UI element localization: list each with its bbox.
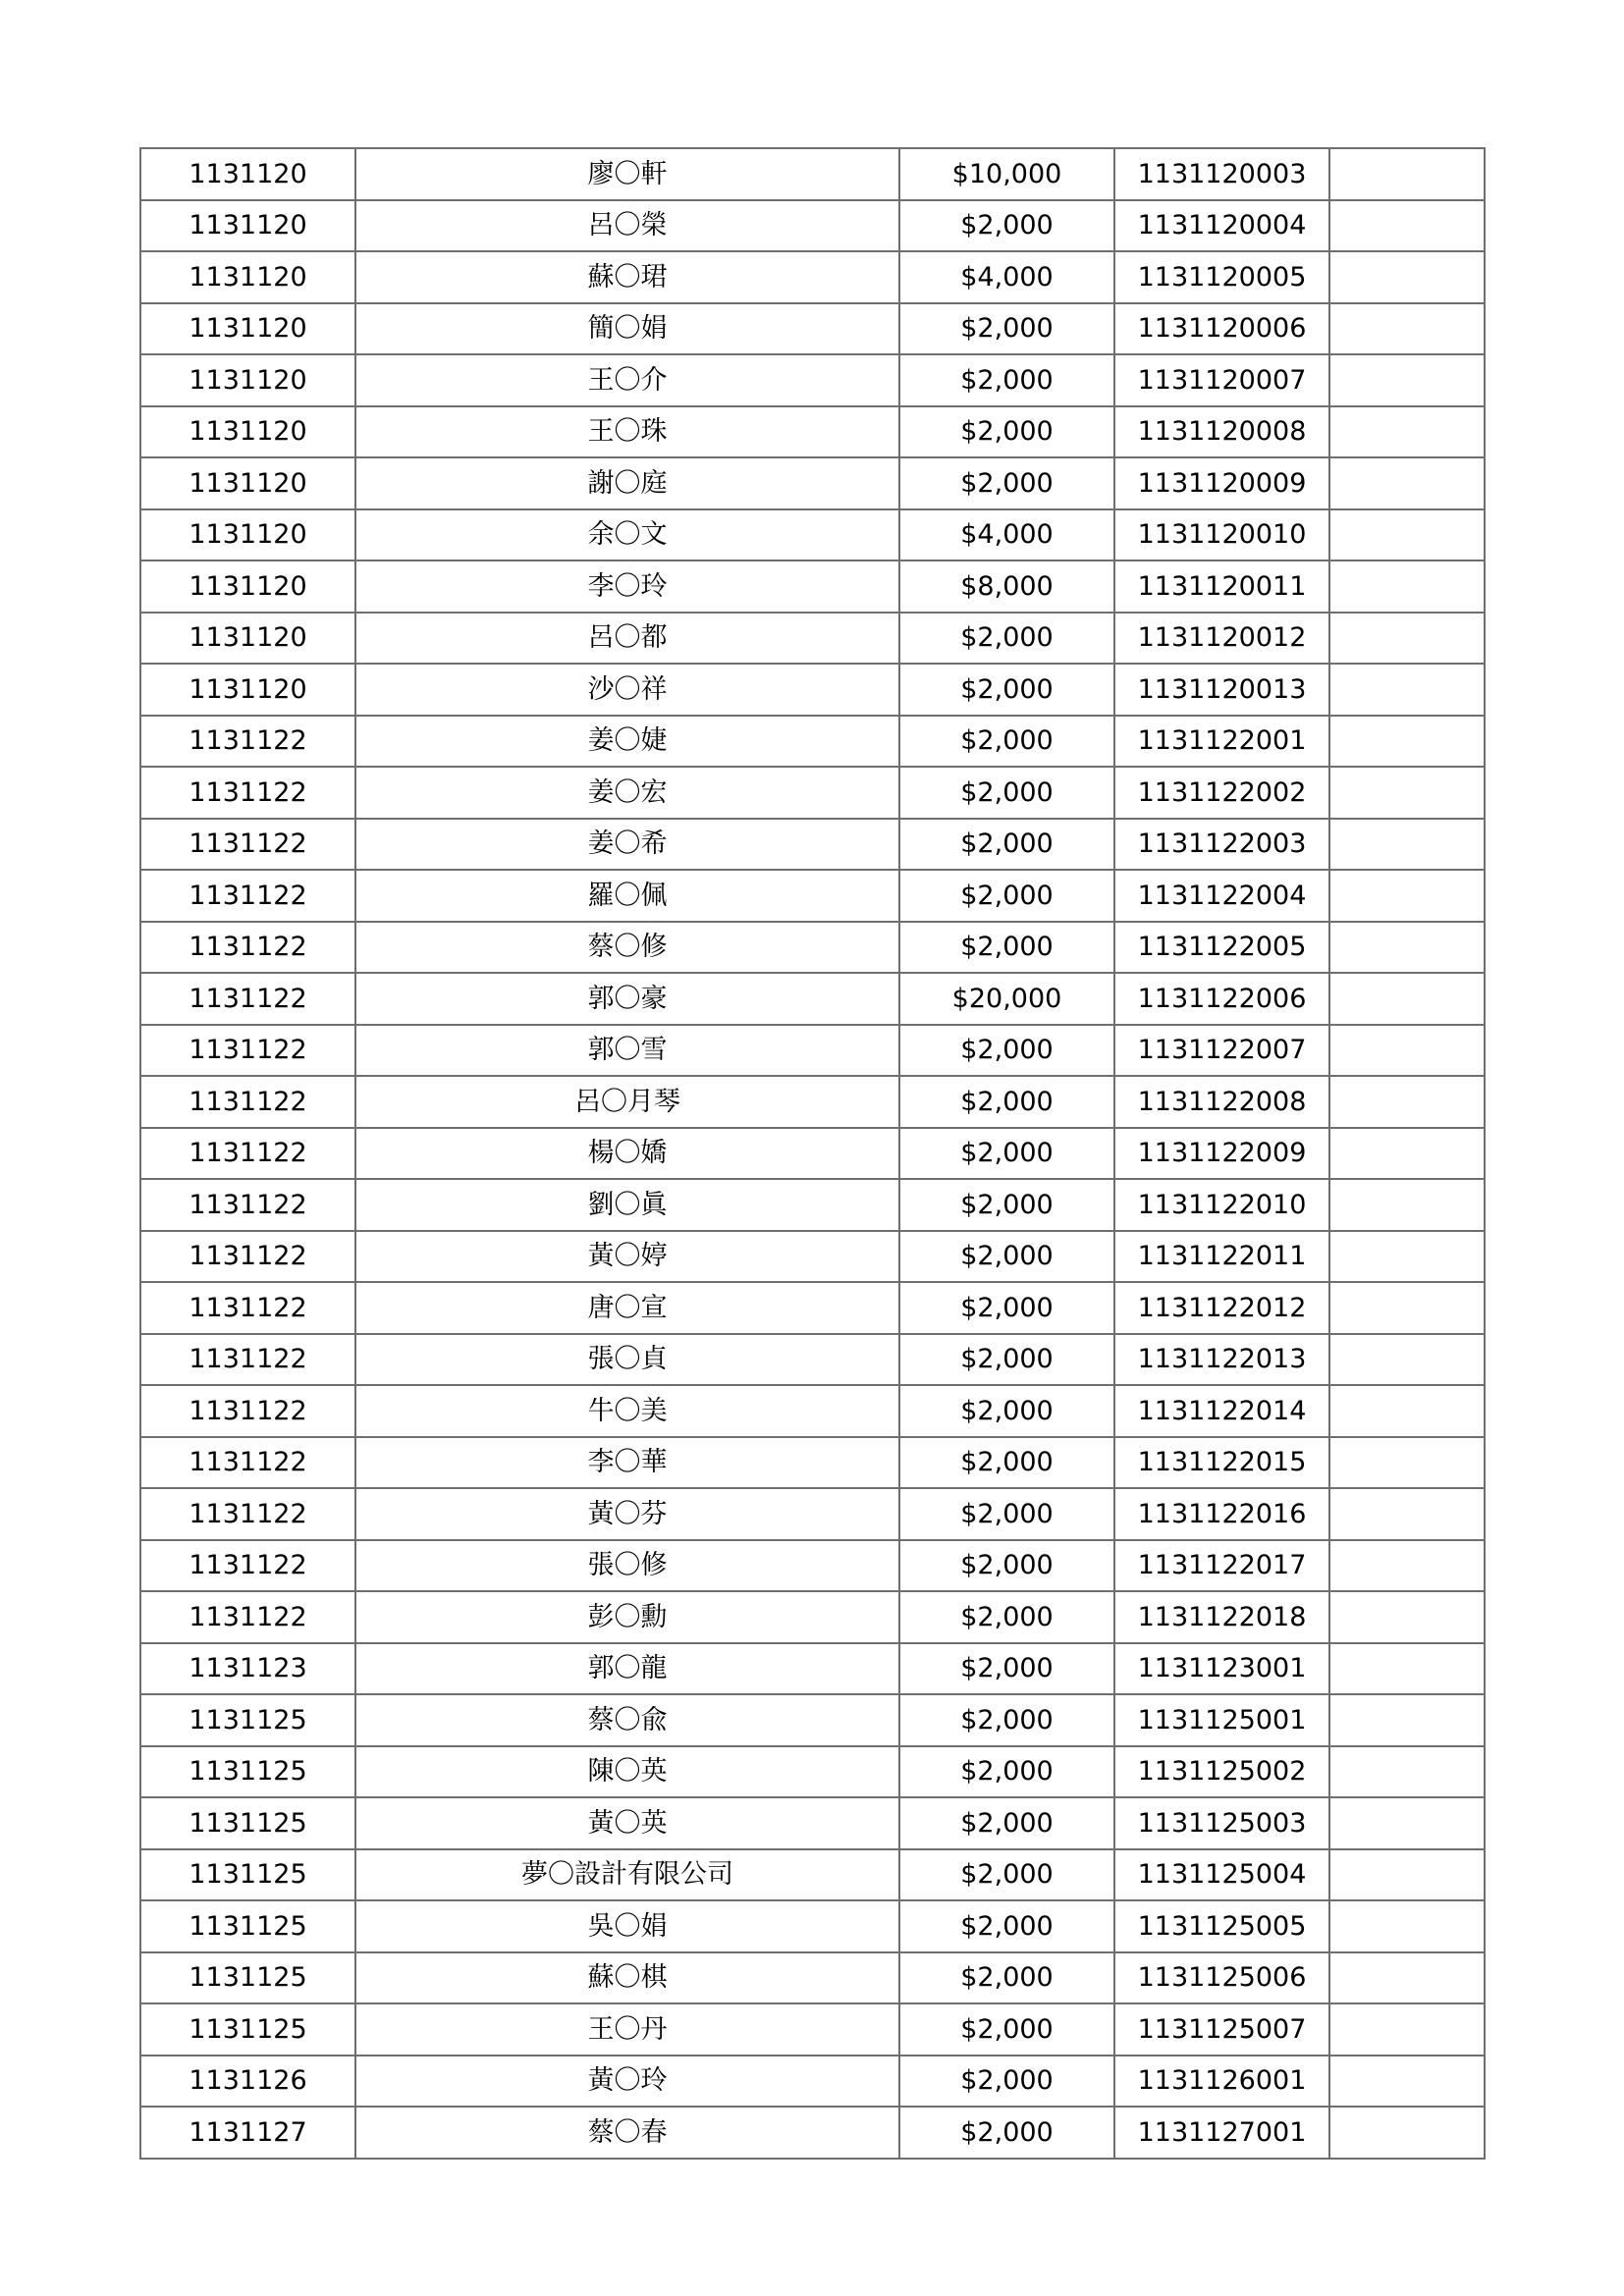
table-row xyxy=(140,613,1485,665)
table-row xyxy=(140,457,1485,509)
name-cell: 張〇修 xyxy=(355,1540,899,1592)
table-row xyxy=(140,1694,1485,1746)
table-row xyxy=(140,1900,1485,1952)
receipt-number-cell: 1131122017 xyxy=(1114,1540,1329,1592)
date-cell: 1131126 xyxy=(140,2056,355,2108)
note-cell xyxy=(1329,973,1485,1025)
amount-cell: $2,000 xyxy=(899,1076,1114,1128)
note-cell xyxy=(1329,200,1485,252)
note-cell xyxy=(1329,1282,1485,1334)
table-row xyxy=(140,2056,1485,2108)
amount-cell: $2,000 xyxy=(899,1591,1114,1643)
date-cell: 1131122 xyxy=(140,1076,355,1128)
amount-cell: $2,000 xyxy=(899,1746,1114,1798)
receipt-number-cell: 1131122014 xyxy=(1114,1385,1329,1437)
date-cell: 1131120 xyxy=(140,664,355,716)
note-cell xyxy=(1329,716,1485,768)
name-cell: 呂〇都 xyxy=(355,613,899,665)
name-cell: 張〇貞 xyxy=(355,1334,899,1386)
amount-cell: $4,000 xyxy=(899,509,1114,561)
receipt-number-cell: 1131126001 xyxy=(1114,2056,1329,2108)
name-cell: 姜〇宏 xyxy=(355,767,899,819)
receipt-number-cell: 1131127001 xyxy=(1114,2107,1329,2159)
amount-cell: $2,000 xyxy=(899,1025,1114,1077)
receipt-number-cell: 1131122013 xyxy=(1114,1334,1329,1386)
receipt-number-cell: 1131122001 xyxy=(1114,716,1329,768)
amount-cell: $20,000 xyxy=(899,973,1114,1025)
receipt-number-cell: 1131122011 xyxy=(1114,1231,1329,1283)
receipt-number-cell: 1131122018 xyxy=(1114,1591,1329,1643)
amount-cell: $2,000 xyxy=(899,716,1114,768)
date-cell: 1131122 xyxy=(140,1231,355,1283)
amount-cell: $2,000 xyxy=(899,2107,1114,2159)
amount-cell: $2,000 xyxy=(899,1488,1114,1540)
amount-cell: $10,000 xyxy=(899,148,1114,200)
table-row xyxy=(140,251,1485,303)
receipt-number-cell: 1131122007 xyxy=(1114,1025,1329,1077)
table-row xyxy=(140,1952,1485,2004)
receipt-number-cell: 1131120007 xyxy=(1114,354,1329,406)
amount-cell: $2,000 xyxy=(899,819,1114,871)
name-cell: 余〇文 xyxy=(355,509,899,561)
date-cell: 1131122 xyxy=(140,870,355,922)
receipt-number-cell: 1131120006 xyxy=(1114,303,1329,355)
note-cell xyxy=(1329,1231,1485,1283)
note-cell xyxy=(1329,819,1485,871)
amount-cell: $2,000 xyxy=(899,870,1114,922)
note-cell xyxy=(1329,1179,1485,1231)
table-row xyxy=(140,2107,1485,2159)
receipt-number-cell: 1131123001 xyxy=(1114,1643,1329,1695)
date-cell: 1131122 xyxy=(140,1385,355,1437)
amount-cell: $2,000 xyxy=(899,1282,1114,1334)
receipt-number-cell: 1131122003 xyxy=(1114,819,1329,871)
table-row xyxy=(140,2003,1485,2056)
amount-cell: $2,000 xyxy=(899,457,1114,509)
amount-cell: $4,000 xyxy=(899,251,1114,303)
name-cell: 呂〇榮 xyxy=(355,200,899,252)
name-cell: 黃〇婷 xyxy=(355,1231,899,1283)
note-cell xyxy=(1329,1797,1485,1849)
note-cell xyxy=(1329,664,1485,716)
amount-cell: $2,000 xyxy=(899,1900,1114,1952)
receipt-number-cell: 1131125006 xyxy=(1114,1952,1329,2004)
amount-cell: $2,000 xyxy=(899,200,1114,252)
table-row xyxy=(140,716,1485,768)
table-body xyxy=(140,148,1485,2159)
note-cell xyxy=(1329,1591,1485,1643)
name-cell: 唐〇宣 xyxy=(355,1282,899,1334)
table-row xyxy=(140,354,1485,406)
amount-cell: $2,000 xyxy=(899,1540,1114,1592)
table-row xyxy=(140,1643,1485,1695)
name-cell: 蘇〇珺 xyxy=(355,251,899,303)
date-cell: 1131122 xyxy=(140,1488,355,1540)
receipt-number-cell: 1131122004 xyxy=(1114,870,1329,922)
table-row xyxy=(140,561,1485,613)
date-cell: 1131120 xyxy=(140,148,355,200)
note-cell xyxy=(1329,1952,1485,2004)
note-cell xyxy=(1329,870,1485,922)
table-row xyxy=(140,870,1485,922)
name-cell: 姜〇婕 xyxy=(355,716,899,768)
name-cell: 楊〇嬌 xyxy=(355,1128,899,1180)
amount-cell: $2,000 xyxy=(899,2056,1114,2108)
receipt-number-cell: 1131120012 xyxy=(1114,613,1329,665)
table-row xyxy=(140,509,1485,561)
amount-cell: $2,000 xyxy=(899,1128,1114,1180)
name-cell: 沙〇祥 xyxy=(355,664,899,716)
note-cell xyxy=(1329,1694,1485,1746)
amount-cell: $2,000 xyxy=(899,664,1114,716)
note-cell xyxy=(1329,354,1485,406)
note-cell xyxy=(1329,406,1485,458)
table-row xyxy=(140,973,1485,1025)
receipt-number-cell: 1131125007 xyxy=(1114,2003,1329,2056)
note-cell xyxy=(1329,148,1485,200)
table-row xyxy=(140,1128,1485,1180)
table-row xyxy=(140,1797,1485,1849)
note-cell xyxy=(1329,1025,1485,1077)
table-row xyxy=(140,303,1485,355)
note-cell xyxy=(1329,767,1485,819)
name-cell: 李〇玲 xyxy=(355,561,899,613)
receipt-number-cell: 1131122005 xyxy=(1114,922,1329,974)
receipt-number-cell: 1131122015 xyxy=(1114,1437,1329,1489)
name-cell: 羅〇佩 xyxy=(355,870,899,922)
name-cell: 劉〇眞 xyxy=(355,1179,899,1231)
receipt-number-cell: 1131125004 xyxy=(1114,1849,1329,1901)
receipt-number-cell: 1131125005 xyxy=(1114,1900,1329,1952)
note-cell xyxy=(1329,1437,1485,1489)
date-cell: 1131122 xyxy=(140,1282,355,1334)
receipt-number-cell: 1131125001 xyxy=(1114,1694,1329,1746)
date-cell: 1131127 xyxy=(140,2107,355,2159)
table-row xyxy=(140,1540,1485,1592)
date-cell: 1131125 xyxy=(140,1694,355,1746)
date-cell: 1131123 xyxy=(140,1643,355,1695)
amount-cell: $2,000 xyxy=(899,922,1114,974)
note-cell xyxy=(1329,2056,1485,2108)
note-cell xyxy=(1329,1643,1485,1695)
name-cell: 郭〇豪 xyxy=(355,973,899,1025)
donation-table xyxy=(139,147,1486,2160)
date-cell: 1131125 xyxy=(140,1952,355,2004)
name-cell: 黃〇玲 xyxy=(355,2056,899,2108)
note-cell xyxy=(1329,251,1485,303)
note-cell xyxy=(1329,1746,1485,1798)
amount-cell: $2,000 xyxy=(899,767,1114,819)
note-cell xyxy=(1329,1540,1485,1592)
date-cell: 1131120 xyxy=(140,561,355,613)
amount-cell: $2,000 xyxy=(899,2003,1114,2056)
date-cell: 1131122 xyxy=(140,819,355,871)
note-cell xyxy=(1329,1488,1485,1540)
date-cell: 1131120 xyxy=(140,200,355,252)
date-cell: 1131122 xyxy=(140,922,355,974)
table-row xyxy=(140,1282,1485,1334)
note-cell xyxy=(1329,509,1485,561)
table-row xyxy=(140,1488,1485,1540)
date-cell: 1131122 xyxy=(140,1540,355,1592)
amount-cell: $2,000 xyxy=(899,1643,1114,1695)
date-cell: 1131122 xyxy=(140,1591,355,1643)
name-cell: 蔡〇兪 xyxy=(355,1694,899,1746)
name-cell: 蔡〇春 xyxy=(355,2107,899,2159)
receipt-number-cell: 1131125002 xyxy=(1114,1746,1329,1798)
date-cell: 1131120 xyxy=(140,251,355,303)
name-cell: 呂〇月琴 xyxy=(355,1076,899,1128)
table-row xyxy=(140,1591,1485,1643)
table-row xyxy=(140,1437,1485,1489)
amount-cell: $2,000 xyxy=(899,1179,1114,1231)
amount-cell: $2,000 xyxy=(899,1385,1114,1437)
amount-cell: $2,000 xyxy=(899,613,1114,665)
receipt-number-cell: 1131120003 xyxy=(1114,148,1329,200)
amount-cell: $2,000 xyxy=(899,1334,1114,1386)
date-cell: 1131122 xyxy=(140,973,355,1025)
date-cell: 1131125 xyxy=(140,1849,355,1901)
note-cell xyxy=(1329,922,1485,974)
amount-cell: $2,000 xyxy=(899,406,1114,458)
note-cell xyxy=(1329,1849,1485,1901)
name-cell: 王〇珠 xyxy=(355,406,899,458)
date-cell: 1131122 xyxy=(140,767,355,819)
name-cell: 郭〇雪 xyxy=(355,1025,899,1077)
name-cell: 廖〇軒 xyxy=(355,148,899,200)
name-cell: 王〇丹 xyxy=(355,2003,899,2056)
name-cell: 蘇〇棋 xyxy=(355,1952,899,2004)
note-cell xyxy=(1329,2107,1485,2159)
note-cell xyxy=(1329,1076,1485,1128)
date-cell: 1131120 xyxy=(140,613,355,665)
note-cell xyxy=(1329,561,1485,613)
name-cell: 牛〇美 xyxy=(355,1385,899,1437)
name-cell: 吳〇娟 xyxy=(355,1900,899,1952)
date-cell: 1131122 xyxy=(140,1179,355,1231)
date-cell: 1131125 xyxy=(140,2003,355,2056)
table-row xyxy=(140,1385,1485,1437)
name-cell: 夢〇設計有限公司 xyxy=(355,1849,899,1901)
date-cell: 1131125 xyxy=(140,1900,355,1952)
date-cell: 1131120 xyxy=(140,354,355,406)
receipt-number-cell: 1131122006 xyxy=(1114,973,1329,1025)
table-row xyxy=(140,1231,1485,1283)
note-cell xyxy=(1329,1900,1485,1952)
date-cell: 1131122 xyxy=(140,716,355,768)
table-row xyxy=(140,922,1485,974)
table-row xyxy=(140,664,1485,716)
name-cell: 姜〇希 xyxy=(355,819,899,871)
table-row xyxy=(140,1746,1485,1798)
receipt-number-cell: 1131120008 xyxy=(1114,406,1329,458)
receipt-number-cell: 1131122010 xyxy=(1114,1179,1329,1231)
name-cell: 蔡〇修 xyxy=(355,922,899,974)
receipt-number-cell: 1131122012 xyxy=(1114,1282,1329,1334)
amount-cell: $2,000 xyxy=(899,1231,1114,1283)
amount-cell: $2,000 xyxy=(899,1849,1114,1901)
name-cell: 黃〇英 xyxy=(355,1797,899,1849)
table-row xyxy=(140,1334,1485,1386)
note-cell xyxy=(1329,1334,1485,1386)
date-cell: 1131120 xyxy=(140,303,355,355)
table-row xyxy=(140,200,1485,252)
table-row xyxy=(140,819,1485,871)
date-cell: 1131122 xyxy=(140,1128,355,1180)
name-cell: 李〇華 xyxy=(355,1437,899,1489)
receipt-number-cell: 1131120011 xyxy=(1114,561,1329,613)
date-cell: 1131122 xyxy=(140,1437,355,1489)
amount-cell: $2,000 xyxy=(899,1797,1114,1849)
table-row xyxy=(140,406,1485,458)
name-cell: 王〇介 xyxy=(355,354,899,406)
name-cell: 郭〇龍 xyxy=(355,1643,899,1695)
amount-cell: $8,000 xyxy=(899,561,1114,613)
note-cell xyxy=(1329,303,1485,355)
receipt-number-cell: 1131120013 xyxy=(1114,664,1329,716)
receipt-number-cell: 1131122008 xyxy=(1114,1076,1329,1128)
amount-cell: $2,000 xyxy=(899,1437,1114,1489)
note-cell xyxy=(1329,1128,1485,1180)
table-row xyxy=(140,767,1485,819)
table-row xyxy=(140,148,1485,200)
note-cell xyxy=(1329,613,1485,665)
name-cell: 簡〇娟 xyxy=(355,303,899,355)
date-cell: 1131125 xyxy=(140,1797,355,1849)
name-cell: 彭〇勳 xyxy=(355,1591,899,1643)
receipt-number-cell: 1131120005 xyxy=(1114,251,1329,303)
amount-cell: $2,000 xyxy=(899,1694,1114,1746)
receipt-number-cell: 1131122009 xyxy=(1114,1128,1329,1180)
table-row xyxy=(140,1025,1485,1077)
receipt-number-cell: 1131120010 xyxy=(1114,509,1329,561)
table-row xyxy=(140,1849,1485,1901)
receipt-number-cell: 1131122016 xyxy=(1114,1488,1329,1540)
note-cell xyxy=(1329,457,1485,509)
date-cell: 1131125 xyxy=(140,1746,355,1798)
receipt-number-cell: 1131120004 xyxy=(1114,200,1329,252)
receipt-number-cell: 1131122002 xyxy=(1114,767,1329,819)
amount-cell: $2,000 xyxy=(899,354,1114,406)
receipt-number-cell: 1131125003 xyxy=(1114,1797,1329,1849)
table-row xyxy=(140,1179,1485,1231)
date-cell: 1131120 xyxy=(140,406,355,458)
name-cell: 謝〇庭 xyxy=(355,457,899,509)
date-cell: 1131120 xyxy=(140,509,355,561)
name-cell: 陳〇英 xyxy=(355,1746,899,1798)
date-cell: 1131122 xyxy=(140,1025,355,1077)
note-cell xyxy=(1329,2003,1485,2056)
name-cell: 黃〇芬 xyxy=(355,1488,899,1540)
note-cell xyxy=(1329,1385,1485,1437)
table-row xyxy=(140,1076,1485,1128)
receipt-number-cell: 1131120009 xyxy=(1114,457,1329,509)
amount-cell: $2,000 xyxy=(899,303,1114,355)
date-cell: 1131120 xyxy=(140,457,355,509)
amount-cell: $2,000 xyxy=(899,1952,1114,2004)
date-cell: 1131122 xyxy=(140,1334,355,1386)
